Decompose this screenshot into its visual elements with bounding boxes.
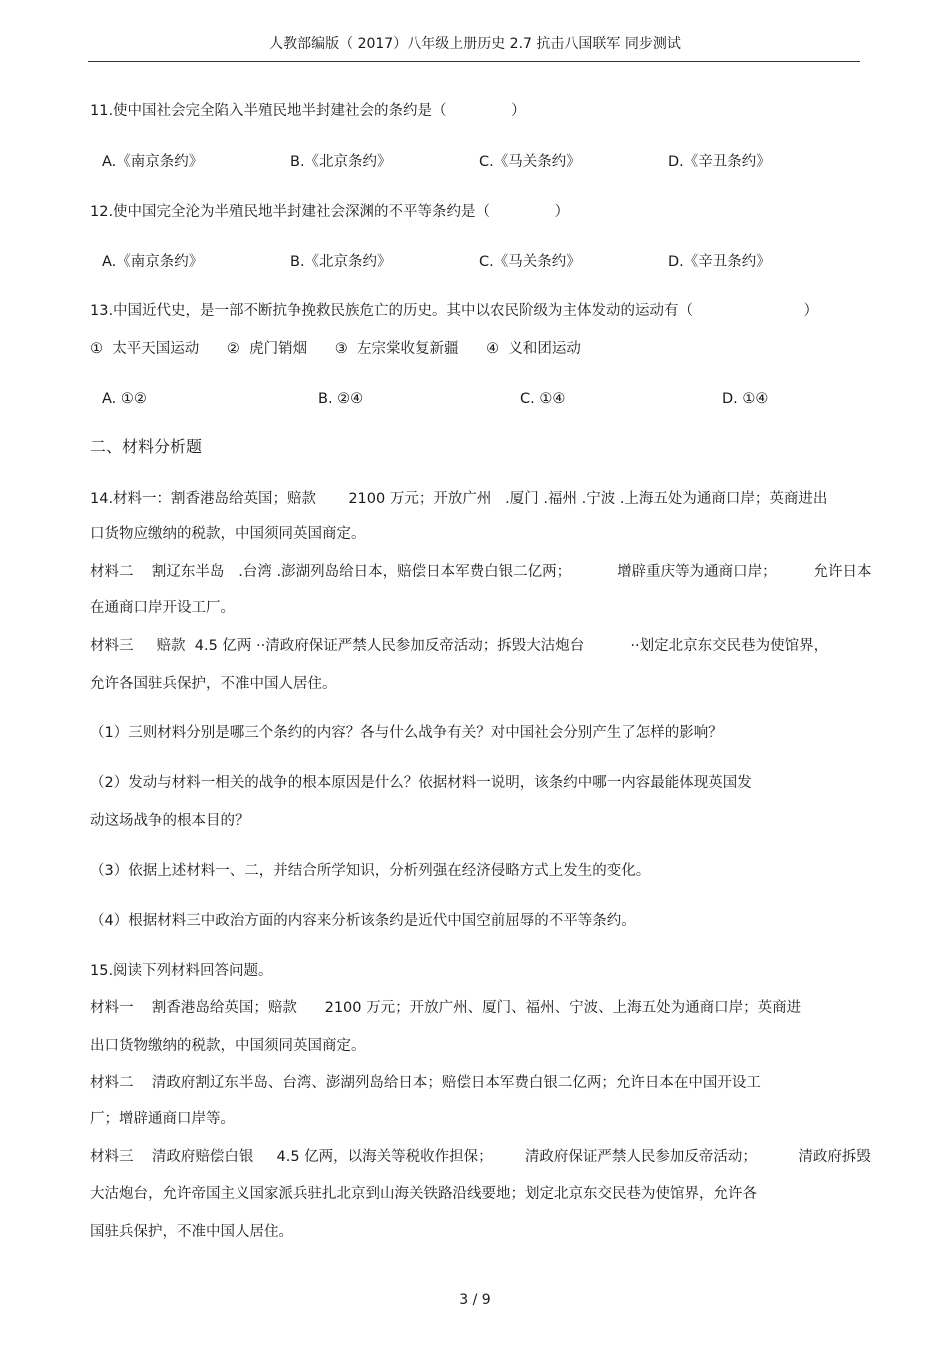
question-14-part-3: （3）依据上述材料一、二，并结合所学知识，分析列强在经济侵略方式上发生的变化。: [90, 863, 651, 879]
question-14-material-1-line-1: 14.材料一：割香港岛给英国；赔款 2100 万元；开放广州 .厦门 .福州 .宁波 .上海五处为通商口岸；英商进出: [90, 491, 828, 507]
question-12-option-a: A.《南京条约》: [102, 254, 204, 270]
question-11-option-a: A.《南京条约》: [102, 154, 204, 170]
question-11-stem: 11.使中国社会完全陷入半殖民地半封建社会的条约是（ ）: [90, 103, 526, 119]
question-13-option-d: D. ①④: [722, 391, 769, 407]
question-14-part-4: （4）根据材料三中政治方面的内容来分析该条约是近代中国空前屈辱的不平等条约。: [90, 913, 636, 929]
question-15-material-3-line-1: 材料三 清政府赔偿白银 4.5 亿两，以海关等税收作担保； 清政府保证严禁人民参加反帝活动； 清政府拆毁: [90, 1149, 871, 1165]
page-header: 人教部编版（ 2017）八年级上册历史 2.7 抗击八国联军 同步测试: [269, 36, 681, 52]
question-11-option-c: C.《马关条约》: [479, 154, 581, 170]
question-14-material-2-line-1: 材料二 割辽东半岛 .台湾 .澎湖列岛给日本，赔偿日本军费白银二亿两； 增辟重庆等为通商口岸； 允许日本: [90, 564, 872, 580]
question-12-option-b: B.《北京条约》: [290, 254, 392, 270]
question-15-material-3-line-3: 国驻兵保护，不准中国人居住。: [90, 1224, 293, 1240]
question-12-option-d: D.《辛丑条约》: [668, 254, 771, 270]
question-14-part-2-line-1: （2）发动与材料一相关的战争的根本原因是什么？依据材料一说明，该条约中哪一内容最能体现英国发: [90, 775, 752, 791]
question-13-items: ① 太平天国运动 ② 虎门销烟 ③ 左宗棠收复新疆 ④ 义和团运动: [90, 341, 581, 357]
question-11-option-b: B.《北京条约》: [290, 154, 392, 170]
question-15-material-3-line-2: 大沽炮台，允许帝国主义国家派兵驻扎北京到山海关铁路沿线要地；划定北京东交民巷为使馆界，允许各: [90, 1186, 757, 1202]
question-15-material-2-line-2: 厂；增辟通商口岸等。: [90, 1111, 235, 1127]
question-14-material-3-line-1: 材料三 赔款 4.5 亿两 ··清政府保证严禁人民参加反帝活动；拆毁大沽炮台 ··划定北京东交民巷为使馆界，: [90, 638, 829, 654]
question-13-stem: 13.中国近代史，是一部不断抗争挽救民族危亡的历史。其中以农民阶级为主体发动的运动有（ ）: [90, 303, 819, 319]
question-15-material-2-line-1: 材料二 清政府割辽东半岛、台湾、澎湖列岛给日本；赔偿日本军费白银二亿两；允许日本在中国开设工: [90, 1075, 761, 1091]
question-15-material-1-line-1: 材料一 割香港岛给英国；赔款 2100 万元；开放广州、厦门、福州、宁波、上海五处为通商口岸；英商进: [90, 1000, 802, 1016]
question-14-material-2-line-2: 在通商口岸开设工厂。: [90, 600, 235, 616]
question-12-option-c: C.《马关条约》: [479, 254, 581, 270]
question-15-stem: 15.阅读下列材料回答问题。: [90, 963, 273, 979]
question-14-material-3-line-2: 允许各国驻兵保护，不准中国人居住。: [90, 676, 337, 692]
header-divider: [88, 61, 860, 62]
page-number: 3 / 9: [459, 1292, 491, 1308]
question-13-option-b: B. ②④: [318, 391, 364, 407]
question-12-stem: 12.使中国完全沦为半殖民地半封建社会深渊的不平等条约是（ ）: [90, 204, 570, 220]
question-13-option-c: C. ①④: [520, 391, 566, 407]
question-14-part-1: （1）三则材料分别是哪三个条约的内容？各与什么战争有关？对中国社会分别产生了怎样的影响？: [90, 725, 723, 741]
section-2-title: 二、材料分析题: [90, 437, 203, 456]
question-14-material-1-line-2: 口货物应缴纳的税款，中国须同英国商定。: [90, 526, 366, 542]
question-13-option-a: A. ①②: [102, 391, 147, 407]
question-11-option-d: D.《辛丑条约》: [668, 154, 771, 170]
question-14-part-2-line-2: 动这场战争的根本目的？: [90, 813, 250, 829]
question-15-material-1-line-2: 出口货物缴纳的税款，中国须同英国商定。: [90, 1038, 366, 1054]
